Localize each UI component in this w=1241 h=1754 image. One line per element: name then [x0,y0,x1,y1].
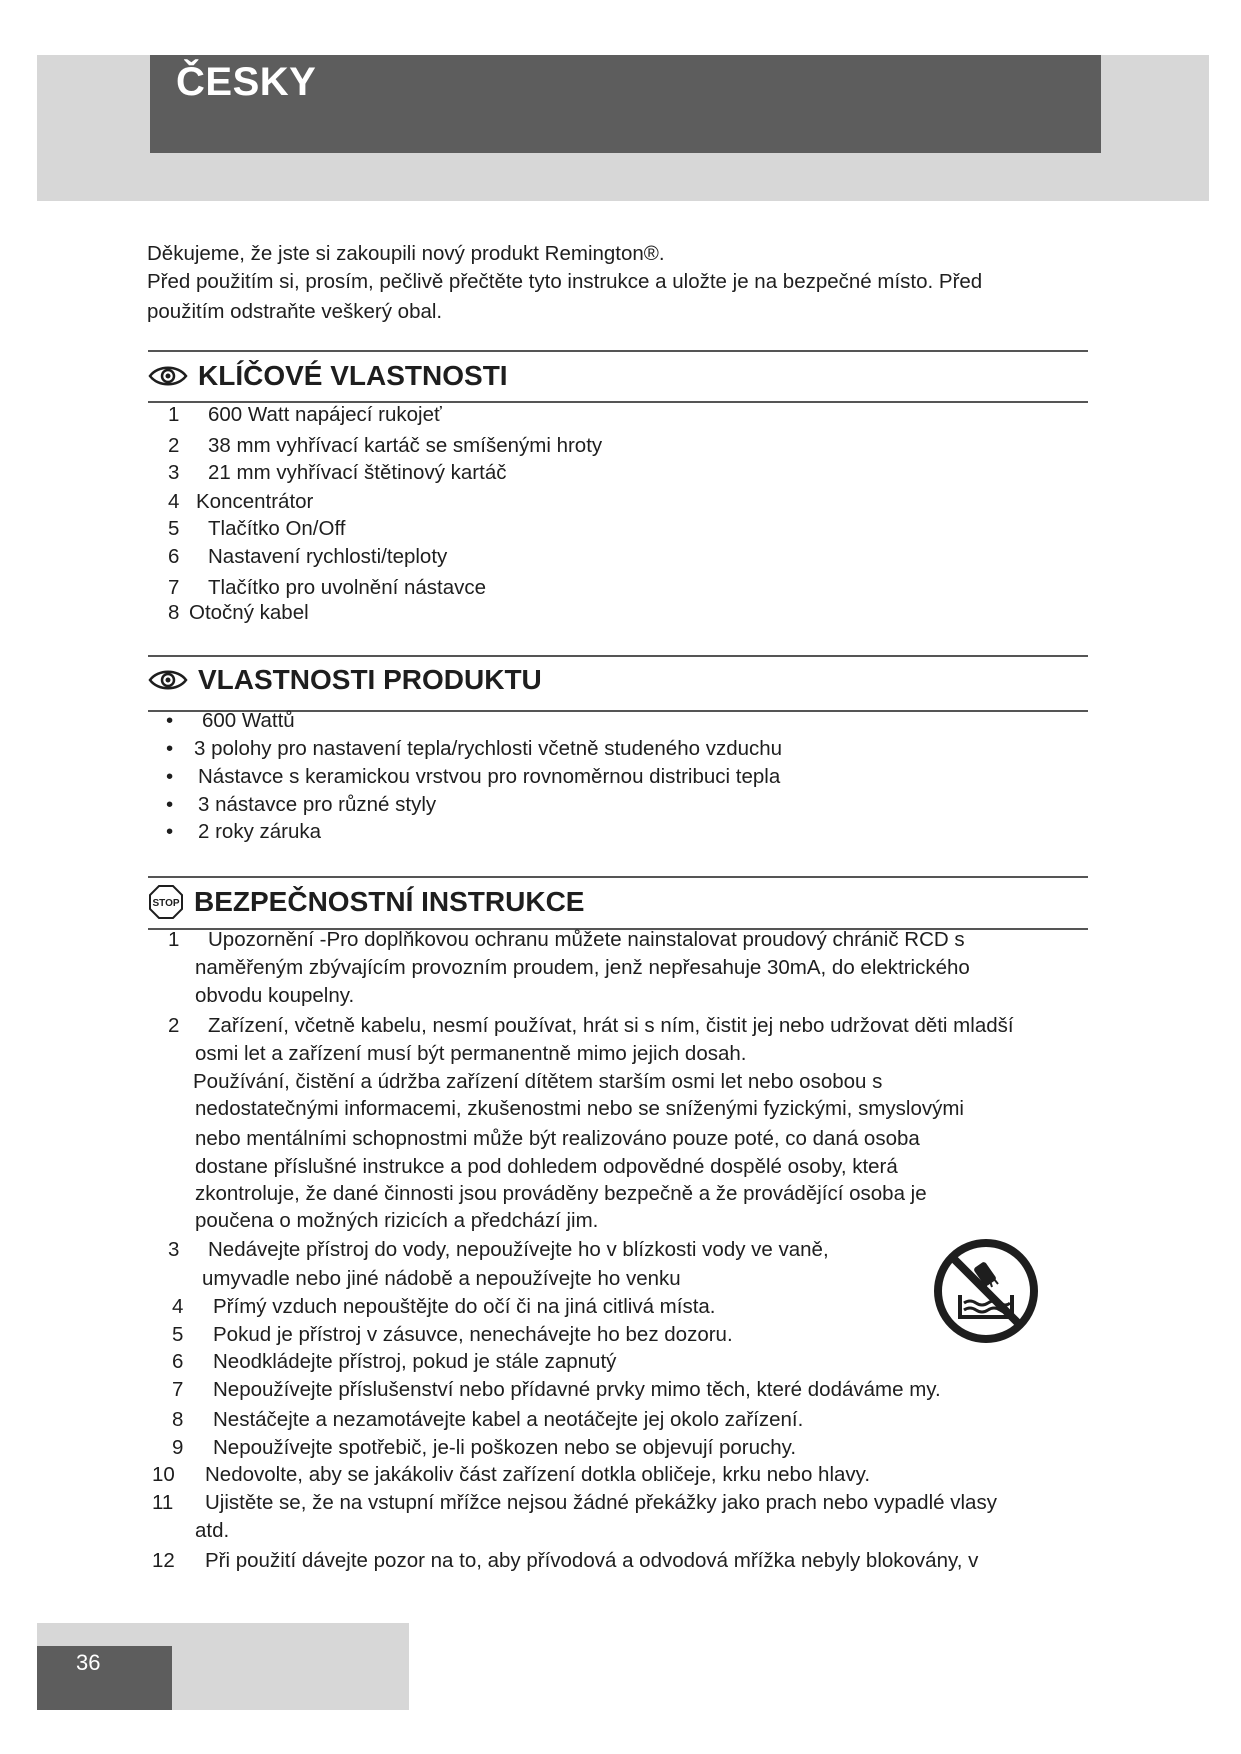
bullet: • [166,820,174,843]
list-number: 3 [168,1238,180,1261]
list-number: 11 [152,1491,174,1514]
list-number: 8 [168,601,180,624]
list-item: Nástavce s keramickou vrstvou pro rovnoměrnou distribuci tepla [198,765,781,788]
list-number: 2 [168,434,180,457]
section-title: KLÍČOVÉ VLASTNOSTI [198,360,508,391]
stop-icon [148,884,184,920]
no-water-icon [932,1237,1040,1345]
list-number: 6 [168,545,180,568]
bullet: • [166,709,174,732]
text-line: atd. [195,1519,230,1542]
page-number: 36 [76,1650,101,1675]
text-line: zkontroluje, že dané činnosti jsou prováděny bezpečně a že provádějící osoba je [195,1182,927,1205]
key-features-heading [148,360,508,392]
list-number: 1 [168,928,180,951]
intro-line: použitím odstraňte veškerý obal. [147,300,443,323]
list-number: 8 [172,1408,184,1431]
text-line: nebo mentálními schopnostmi může být realizováno pouze poté, co daná osoba [195,1127,920,1150]
text-line: Nedovolte, aby se jakákoliv část zařízení dotkla obličeje, krku nebo hlavy. [205,1463,871,1486]
intro-line: Před použitím si, prosím, pečlivě přečtěte tyto instrukce a uložte je na bezpečné místo. Před [147,270,983,293]
list-item: Otočný kabel [189,601,309,624]
bullet: • [166,765,174,788]
text-line: Nepoužívejte příslušenství nebo přídavné prvky mimo těch, které dodáváme my. [213,1378,941,1401]
section-title: BEZPEČNOSTNÍ INSTRUKCE [194,886,585,917]
list-number: 6 [172,1350,184,1373]
list-item: 600 Watt napájecí rukojeť [208,403,442,426]
list-number: 3 [168,461,180,484]
list-number: 2 [168,1014,180,1037]
safety-heading [148,884,584,920]
intro-line: Děkujeme, že jste si zakoupili nový produkt Remington®. [147,242,665,265]
text-line: Neodkládejte přístroj, pokud je stále zapnutý [213,1350,617,1373]
page-title: ČESKY [176,60,317,104]
footer-box [37,1646,172,1710]
section-rule-top [148,350,1088,352]
list-item: 38 mm vyhřívací kartáč se smíšenými hroty [208,434,603,457]
text-line: naměřeným zbývajícím provozním proudem, jenž nepřesahuje 30mA, do elektrického [195,956,970,979]
text-line: Upozornění -Pro doplňkovou ochranu můžete nainstalovat proudový chránič RCD s [208,928,965,951]
list-number: 12 [152,1549,175,1572]
text-line: Nepoužívejte spotřebič, je-li poškozen nebo se objevují poruchy. [213,1436,797,1459]
text-line: dostane příslušné instrukce a pod dohledem odpovědné dospělé osoby, která [195,1155,898,1178]
list-number: 9 [172,1436,184,1459]
text-line: Nedávejte přístroj do vody, nepoužívejte ho v blízkosti vody ve vaně, [208,1238,829,1261]
list-number: 7 [172,1378,184,1401]
list-item: 3 nástavce pro různé styly [198,793,437,816]
list-number: 1 [168,403,180,426]
text-line: Zařízení, včetně kabelu, nesmí používat, hrát si s ním, čistit jej nebo udržovat děti mladší [208,1014,1014,1037]
text-line: Přímý vzduch nepouštějte do očí či na jiná citlivá místa. [213,1295,716,1318]
list-item: Koncentrátor [196,490,314,513]
list-number: 5 [172,1323,184,1346]
list-item: 21 mm vyhřívací štětinový kartáč [208,461,507,484]
list-number: 10 [152,1463,175,1486]
text-line: obvodu koupelny. [195,984,355,1007]
list-item: 2 roky záruka [198,820,322,843]
stop-label: STOP [152,898,180,909]
list-item: 3 polohy pro nastavení tepla/rychlosti včetně studeného vzduchu [194,737,783,760]
list-number: 4 [172,1295,184,1318]
text-line: Pokud je přístroj v zásuvce, nenechávejte ho bez dozoru. [213,1323,733,1346]
text-line: umyvadle nebo jiné nádobě a nepoužívejte ho venku [202,1267,681,1290]
text-line: Ujistěte se, že na vstupní mřížce nejsou žádné překážky jako prach nebo vypadlé vlasy [205,1491,997,1514]
text-line: Nestáčejte a nezamotávejte kabel a neotáčejte jej okolo zařízení. [213,1408,804,1431]
section-rule-top [148,876,1088,878]
list-number: 5 [168,517,180,540]
list-number: 7 [168,576,180,599]
eye-icon [148,363,188,389]
list-item: Tlačítko pro uvolnění nástavce [208,576,487,599]
text-line: poučena o možných rizicích a předchází jim. [195,1209,599,1232]
bullet: • [166,793,174,816]
list-item: Nastavení rychlosti/teploty [208,545,448,568]
text-line: Při použití dávejte pozor na to, aby přívodová a odvodová mřížka nebyly blokovány, v [205,1549,979,1572]
text-line: nedostatečnými informacemi, zkušenostmi nebo se sníženými fyzickými, smyslovými [195,1097,964,1120]
text-line: Používání, čistění a údržba zařízení dítětem starším osmi let nebo osobou s [193,1070,883,1093]
section-title: VLASTNOSTI PRODUKTU [198,664,542,695]
list-item: Tlačítko On/Off [208,517,346,540]
text-line: osmi let a zařízení musí být permanentně mimo jejich dosah. [195,1042,747,1065]
product-features-heading [148,664,542,696]
intro-text [147,240,1087,326]
list-item: 600 Wattů [202,709,295,732]
list-number: 4 [168,490,180,513]
section-rule-top [148,655,1088,657]
bullet: • [166,737,174,760]
eye-icon [148,667,188,693]
